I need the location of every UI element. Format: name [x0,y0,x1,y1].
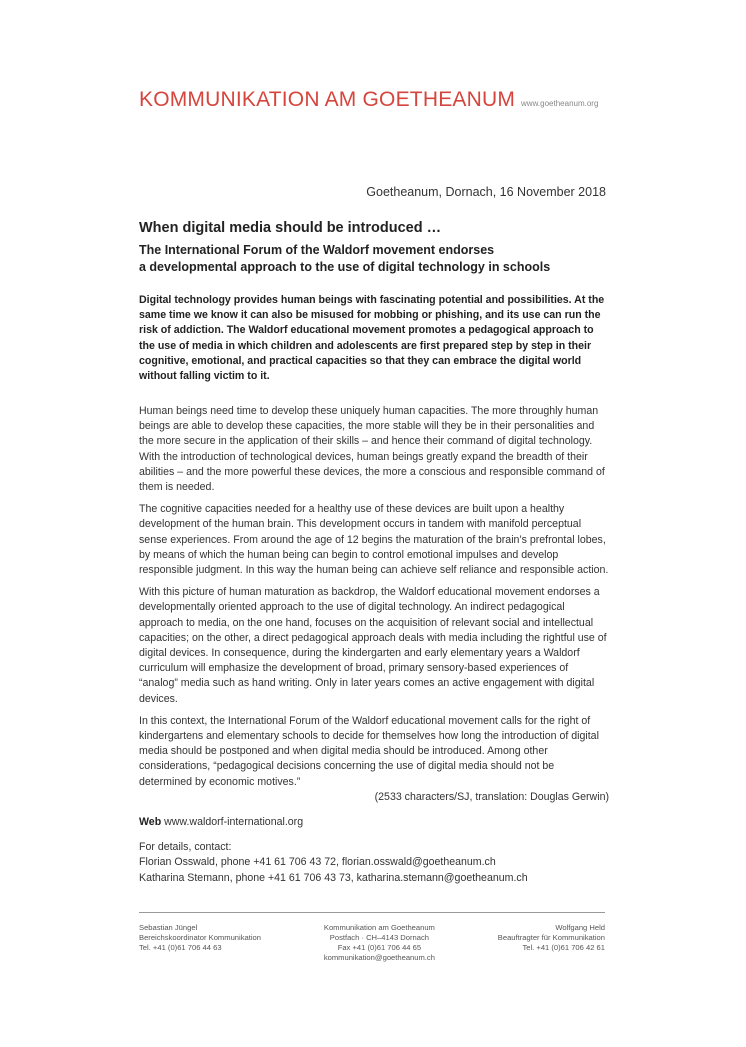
footer-line: Kommunikation am Goetheanum [323,923,435,932]
footer-line: Tel. +41 (0)61 706 44 63 [139,943,222,952]
footer-line: Tel. +41 (0)61 706 42 61 [522,943,605,952]
web-link[interactable]: www.waldorf-international.org [164,816,304,829]
footer-line: Beauftragter für Kommunikation [497,933,605,942]
footer [139,923,605,963]
lead-paragraph: Digital technology provides human beings with fascinating potential and possibilities. At the same time we know it can also be misused for mobbing or phishing, and its use can run the risk of addiction. The Waldorf educational movement promotes a pedagogical approach to the use of media in which children and adolescents are first prepared step by step in their cognitive, emotional, and practical capacities so that they can embrace the digital world without falling victim to it. [139,294,605,383]
footer-line: Bereichskoordinator Kommunikation [139,933,261,942]
footer-divider [139,912,605,913]
contact-line: Katharina Stemann, phone +41 61 706 43 73, katharina.stemann@goetheanum.ch [139,871,528,884]
letterhead [139,88,609,112]
body-text [139,404,609,886]
web-label: Web [139,816,162,829]
contact-block [139,840,609,886]
footer-line: Postfach · CH–4143 Dornach [329,933,429,942]
subtitle-line-2: a developmental approach to the use of digital technology in schools [139,260,551,274]
document-title: When digital media should be introduced … [139,220,442,236]
subtitle-line-1: The International Forum of the Waldorf movement endorses [139,243,495,257]
brand-url[interactable]: www.goetheanum.org [521,99,599,108]
footer-line: Fax +41 (0)61 706 44 65 [337,943,422,952]
body-paragraph: In this context, the International Forum of the Waldorf educational movement calls for the right of kindergartens and elementary schools to decide for themselves how long the introduction of digital media should be postponed and when digital media should be introduced. Among other considerations, “pedagogical decisions concerning the use of digital media should not be determined by economic motives.” [139,714,599,788]
body-paragraph: The cognitive capacities needed for a healthy use of these devices are built upon a healthy development of the human brain. This development occurs in tandem with manifold perceptual sense experiences. From around the age of 12 begins the maturation of the brain’s prefrontal lobes, by means of which the human being can begin to control emotional impulses and develop responsible judgment. In this way the human being can achieve self reliance and responsible action. [139,503,609,577]
title-block [139,220,609,276]
footer-right [498,923,605,963]
credits: (2533 characters/SJ, translation: Douglas Gerwin) [374,790,609,803]
footer-left [139,923,261,963]
footer-line: Wolfgang Held [555,923,605,932]
dateline: Goetheanum, Dornach, 16 November 2018 [366,185,606,199]
web-line [139,815,609,830]
footer-email[interactable]: kommunikation@goetheanum.ch [323,953,435,962]
contact-line: Florian Osswald, phone +41 61 706 43 72, florian.osswald@goetheanum.ch [139,856,496,869]
body-paragraph: With this picture of human maturation as backdrop, the Waldorf educational movement endorses a developmentally oriented approach to the use of digital technology. An indirect pedagogical approach to media, on the one hand, focuses on the acquisition of relevant social and intellectual capacities; on the other, a direct pedagogical approach deals with media including the rightful use of digital devices. In consequence, during the kindergarten and early elementary years a Waldorf curriculum will emphasize the development of broad, primary sensory-based experiences of “analog” media such as hand writing. Only in later years comes an active engagement with digital devices. [139,586,607,705]
body-paragraph: Human beings need time to develop these uniquely human capacities. The more throughly human beings are able to develop these capacities, the more stable will they be in their personalities and the more secure in the application of their skills – and hence their command of digital technology. With the introduction of technological devices, human beings greatly expand the breadth of their abilities – and the more powerful these devices, the more a conscious and responsible command of them is needed. [139,405,605,494]
brand-name: KOMMUNIKATION AM GOETHEANUM [139,88,516,111]
contact-intro: For details, contact: [139,841,232,854]
footer-center [324,923,435,963]
footer-line: Sebastian Jüngel [139,923,198,932]
